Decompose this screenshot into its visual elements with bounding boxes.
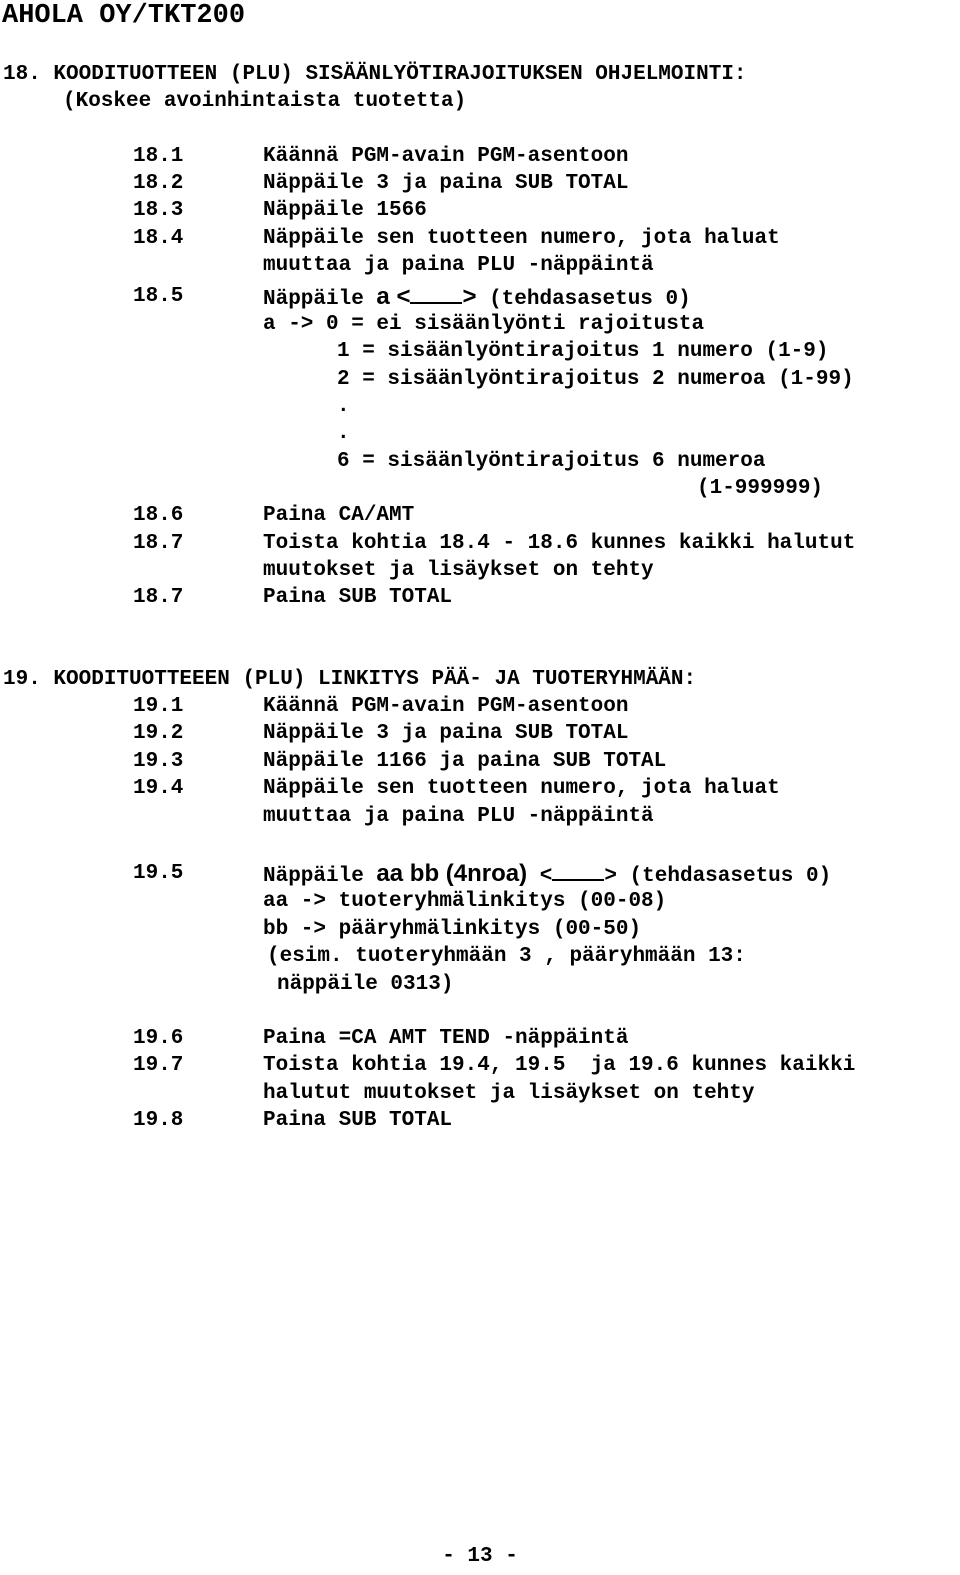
step-number: 18.4 — [133, 227, 184, 250]
ellipsis-dot: . — [337, 395, 350, 418]
detail-line: aa -> tuoteryhmälinkitys (00-08) — [263, 890, 667, 913]
section-18-subheading: (Koskee avoinhintaista tuotetta) — [63, 90, 467, 113]
step-number: 18.6 — [133, 504, 184, 527]
input-format: a < — [376, 283, 411, 310]
step-text: Näppäile 3 ja paina SUB TOTAL — [263, 172, 629, 195]
step-number: 18.5 — [133, 285, 184, 308]
step-text-continued: muutokset ja lisäykset on tehty — [263, 559, 654, 582]
ellipsis-dot: . — [337, 422, 350, 445]
step-text-prefix: Näppäile — [263, 288, 377, 311]
step-text: Paina CA/AMT — [263, 504, 415, 527]
step-number: 19.6 — [133, 1027, 184, 1050]
step-number: 18.7 — [133, 532, 184, 555]
step-number: 19.1 — [133, 695, 184, 718]
step-text: Käännä PGM-avain PGM-asentoon — [263, 695, 629, 718]
step-number: 19.3 — [133, 750, 184, 773]
step-text: Paina =CA AMT TEND -näppäintä — [263, 1027, 629, 1050]
page-number: - 13 - — [442, 1545, 518, 1568]
example-line: näppäile 0313) — [277, 973, 454, 996]
step-text: Näppäile 1566 — [263, 199, 427, 222]
step-number: 19.7 — [133, 1054, 184, 1077]
step-number: 19.8 — [133, 1109, 184, 1132]
step-text-suffix: (tehdasasetus 0) — [616, 865, 832, 888]
option-line-continued: (1-999999) — [697, 477, 824, 500]
step-number: 18.7 — [133, 586, 184, 609]
section-18-heading: 18. KOODITUOTTEEN (PLU) SISÄÄNLYÖTIRAJOITUKSEN OHJELMOINTI: — [3, 63, 747, 86]
step-text-prefix: Näppäile — [263, 865, 377, 888]
step-text-continued: muuttaa ja paina PLU -näppäintä — [263, 254, 654, 277]
step-text: Näppäile 1166 ja paina SUB TOTAL — [263, 750, 667, 773]
option-line: 1 = sisäänlyöntirajoitus 1 numero (1-9) — [337, 340, 829, 363]
step-number: 18.2 — [133, 172, 184, 195]
input-format-end: > — [462, 283, 477, 310]
step-text: Toista kohtia 18.4 - 18.6 kunnes kaikki halutut — [263, 532, 856, 555]
step-number: 19.4 — [133, 777, 184, 800]
step-text: Paina SUB TOTAL — [263, 586, 453, 609]
step-text — [263, 860, 831, 890]
step-text: Käännä PGM-avain PGM-asentoon — [263, 145, 629, 168]
step-number: 18.3 — [133, 199, 184, 222]
step-text-continued: halutut muutokset ja lisäykset on tehty — [263, 1082, 755, 1105]
option-line: 2 = sisäänlyöntirajoitus 2 numeroa (1-99) — [337, 368, 854, 391]
step-text: Näppäile sen tuotteen numero, jota haluat — [263, 777, 780, 800]
input-open-bracket: < — [527, 865, 553, 888]
option-line: 6 = sisäänlyöntirajoitus 6 numeroa — [337, 450, 766, 473]
step-number: 18.1 — [133, 145, 184, 168]
step-text-suffix: (tehdasasetus 0) — [476, 288, 691, 311]
step-text: Näppäile 3 ja paina SUB TOTAL — [263, 722, 629, 745]
input-close-bracket: > — [604, 865, 617, 888]
input-blank — [552, 861, 604, 881]
step-text-continued: muuttaa ja paina PLU -näppäintä — [263, 805, 654, 828]
section-19-heading: 19. KOODITUOTTEEEN (PLU) LINKITYS PÄÄ- JA TUOTERYHMÄÄN: — [3, 668, 697, 691]
option-line: a -> 0 = ei sisäänlyönti rajoitusta — [263, 313, 705, 336]
step-text: Toista kohtia 19.4, 19.5 ja 19.6 kunnes kaikki — [263, 1054, 856, 1077]
example-line: (esim. tuoteryhmään 3 , pääryhmään 13: — [267, 945, 746, 968]
input-format: aa bb (4nroa) — [376, 860, 528, 887]
step-number: 19.5 — [133, 862, 184, 885]
step-text: Paina SUB TOTAL — [263, 1109, 453, 1132]
step-number: 19.2 — [133, 722, 184, 745]
step-text: Näppäile sen tuotteen numero, jota haluat — [263, 227, 780, 250]
document-title: AHOLA OY/TKT200 — [2, 1, 246, 31]
input-blank — [410, 284, 462, 304]
step-text — [263, 283, 691, 313]
detail-line: bb -> pääryhmälinkitys (00-50) — [263, 918, 642, 941]
